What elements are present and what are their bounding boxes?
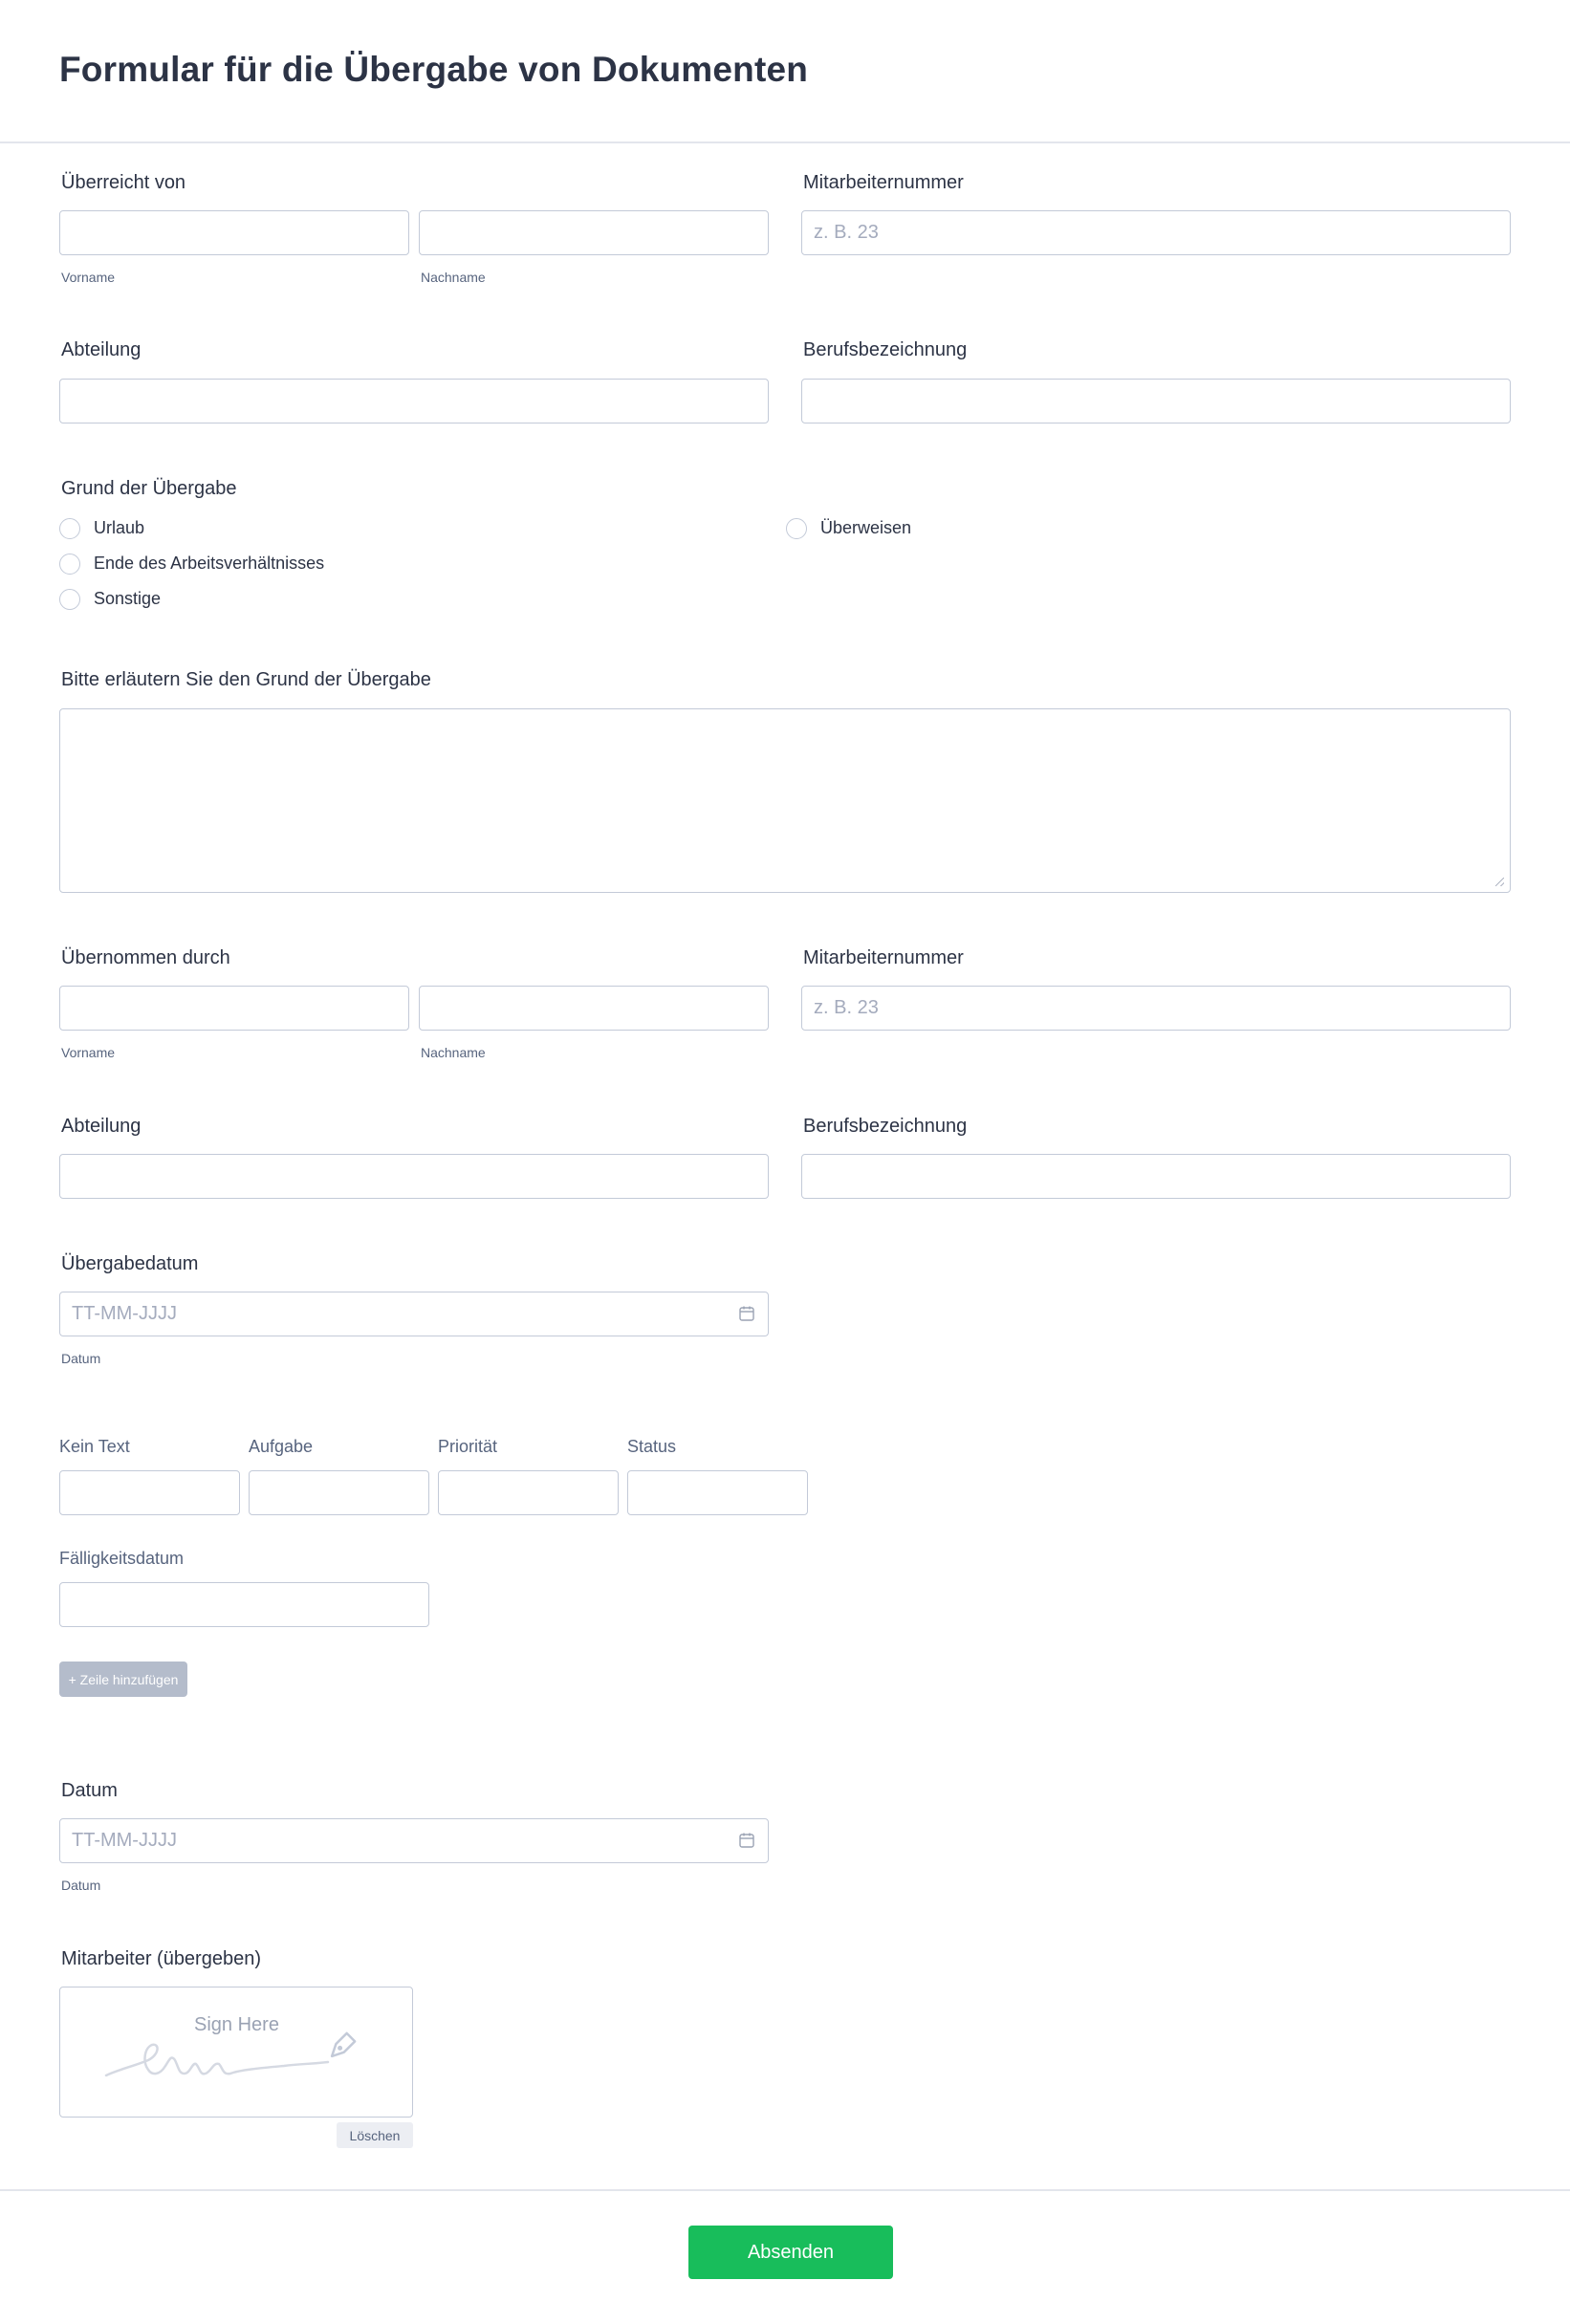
handed-over-first-name-sublabel: Vorname — [61, 270, 116, 285]
reason-radio-end-of-employment[interactable] — [59, 554, 80, 575]
signature-hint: Sign Here — [194, 2014, 279, 2035]
taken-over-last-name-sublabel: Nachname — [421, 1045, 486, 1060]
taken-over-employee-number-input[interactable] — [801, 986, 1511, 1031]
task-due-date-label: Fälligkeitsdatum — [59, 1549, 185, 1568]
date-input[interactable] — [59, 1818, 769, 1863]
task-priority-input[interactable] — [438, 1470, 619, 1515]
reason-option-label: Urlaub — [94, 518, 145, 537]
date-label: Datum — [61, 1780, 118, 1801]
calendar-icon[interactable] — [738, 1832, 755, 1849]
signature-label: Mitarbeiter (übergeben) — [61, 1948, 261, 1969]
taken-over-department-input[interactable] — [59, 1154, 769, 1199]
clear-signature-button[interactable]: Löschen — [337, 2122, 413, 2148]
reason-label: Grund der Übergabe — [61, 478, 237, 499]
add-row-button[interactable]: + Zeile hinzufügen — [59, 1662, 187, 1697]
calendar-icon[interactable] — [738, 1305, 755, 1322]
reason-radio-other[interactable] — [59, 589, 80, 610]
taken-over-job-title-input[interactable] — [801, 1154, 1511, 1199]
handed-over-last-name-input[interactable] — [419, 210, 769, 255]
task-column-header: Kein Text — [59, 1437, 130, 1456]
task-no-text-input[interactable] — [59, 1470, 240, 1515]
task-column-header: Priorität — [438, 1437, 498, 1456]
taken-over-first-name-input[interactable] — [59, 986, 409, 1031]
reason-radio-urlaub[interactable] — [59, 518, 80, 539]
handed-over-job-title-label: Berufsbezeichnung — [803, 339, 968, 360]
reason-option-label: Überweisen — [820, 518, 912, 537]
submit-button[interactable]: Absenden — [688, 2226, 893, 2279]
handed-over-label: Überreicht von — [61, 172, 186, 193]
taken-over-job-title-label: Berufsbezeichnung — [803, 1116, 968, 1137]
handed-over-first-name-input[interactable] — [59, 210, 409, 255]
handover-date-input[interactable] — [59, 1292, 769, 1336]
explain-reason-label: Bitte erläutern Sie den Grund der Übergabe — [61, 669, 431, 690]
task-column-header: Status — [627, 1437, 677, 1456]
form-header — [0, 0, 1570, 143]
handed-over-last-name-sublabel: Nachname — [421, 270, 486, 285]
resize-grip-icon[interactable] — [1495, 878, 1504, 886]
handover-date-sublabel: Datum — [61, 1351, 101, 1366]
taken-over-last-name-input[interactable] — [419, 986, 769, 1031]
reason-option-label: Sonstige — [94, 589, 162, 608]
handed-over-job-title-input[interactable] — [801, 379, 1511, 424]
taken-over-department-label: Abteilung — [61, 1116, 142, 1137]
signature-pad[interactable] — [59, 1987, 413, 2118]
date-sublabel: Datum — [61, 1878, 101, 1893]
handed-over-employee-number-input[interactable] — [801, 210, 1511, 255]
task-status-input[interactable] — [627, 1470, 808, 1515]
taken-over-first-name-sublabel: Vorname — [61, 1045, 116, 1060]
reason-option-label: Ende des Arbeitsverhältnisses — [94, 554, 325, 573]
task-due-date-input[interactable] — [59, 1582, 429, 1627]
page-title: Formular für die Übergabe von Dokumenten — [59, 50, 809, 89]
signature-scribble-icon — [60, 1987, 414, 2118]
handover-date-label: Übergabedatum — [61, 1253, 199, 1274]
reason-radio-transfer[interactable] — [786, 518, 807, 539]
task-task-input[interactable] — [249, 1470, 429, 1515]
taken-over-label: Übernommen durch — [61, 947, 230, 968]
taken-over-employee-number-label: Mitarbeiternummer — [803, 947, 964, 968]
handed-over-department-input[interactable] — [59, 379, 769, 424]
explain-reason-textarea[interactable] — [59, 708, 1511, 893]
pen-icon — [322, 2028, 360, 2066]
handed-over-employee-number-label: Mitarbeiternummer — [803, 172, 964, 193]
handed-over-department-label: Abteilung — [61, 339, 142, 360]
task-column-header: Aufgabe — [249, 1437, 314, 1456]
